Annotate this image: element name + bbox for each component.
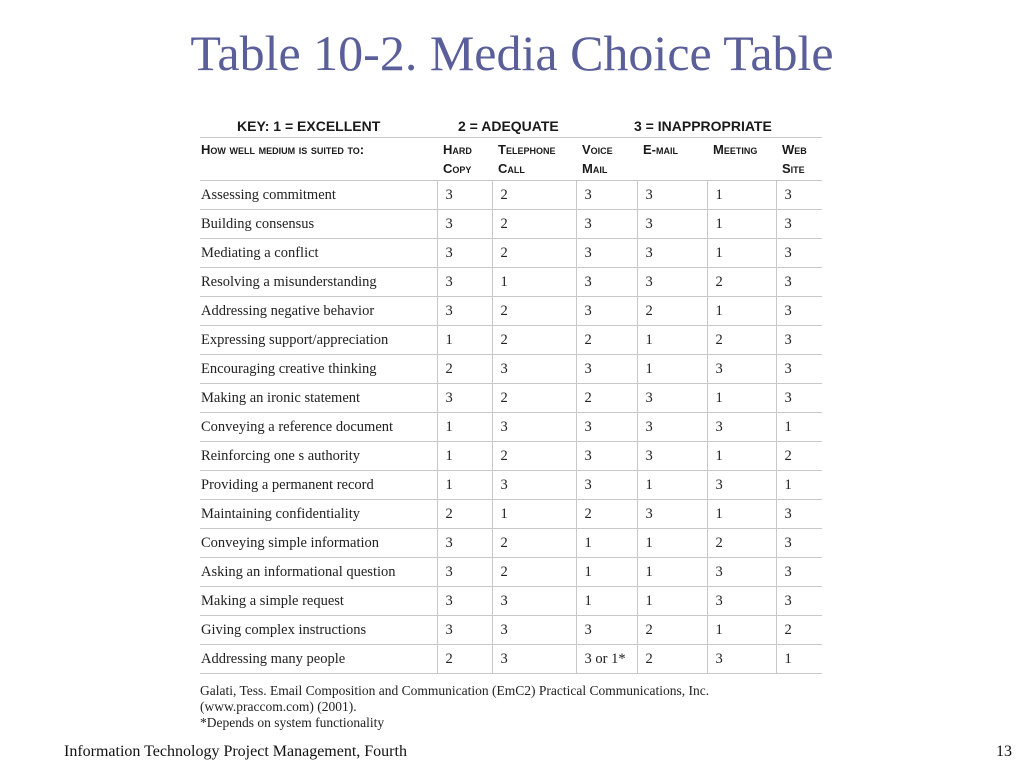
table-row	[200, 355, 822, 384]
footer-text: Information Technology Project Management, Fourth	[64, 743, 407, 760]
table-cell: 3	[576, 181, 637, 210]
table-cell: 2	[492, 326, 576, 355]
table-cell: 3	[637, 181, 707, 210]
table-cell: 2	[437, 355, 492, 384]
table-cell: 2	[576, 500, 637, 529]
table-cell: 3	[576, 413, 637, 442]
table-cell: 2	[637, 616, 707, 645]
key-inappropriate: 3 = INAPPROPRIATE	[634, 118, 772, 134]
table-cell: 3	[776, 268, 822, 297]
header-line1: Hard	[443, 142, 472, 157]
table-cell: 3	[437, 268, 492, 297]
table-key	[200, 117, 822, 138]
table-cell: 3	[707, 471, 776, 500]
table-cell: 3	[437, 384, 492, 413]
table-cell: 1	[637, 355, 707, 384]
table-cell: 3	[707, 645, 776, 674]
table-cell: 3	[637, 500, 707, 529]
table-cell: 1	[637, 326, 707, 355]
table-cell: 3	[576, 210, 637, 239]
table-cell: 3	[637, 210, 707, 239]
row-label: Making a simple request	[200, 587, 437, 616]
table-cell: 2	[492, 558, 576, 587]
table-cell: 3 or 1*	[576, 645, 637, 674]
table-cell: 3	[637, 413, 707, 442]
table-cell: 1	[492, 500, 576, 529]
table-cell: 3	[492, 355, 576, 384]
table-cell: 1	[776, 471, 822, 500]
source-footnote: *Depends on system functionality	[200, 715, 385, 730]
table-cell: 3	[437, 587, 492, 616]
table-cell: 1	[707, 616, 776, 645]
table-cell: 2	[437, 500, 492, 529]
table-cell: 1	[437, 471, 492, 500]
table-cell: 3	[576, 297, 637, 326]
table-cell: 3	[637, 239, 707, 268]
media-choice-figure	[200, 117, 822, 731]
table-cell: 2	[707, 529, 776, 558]
table-cell: 1	[707, 181, 776, 210]
table-cell: 3	[776, 587, 822, 616]
table-cell: 3	[492, 413, 576, 442]
table-row	[200, 471, 822, 500]
table-cell: 3	[492, 471, 576, 500]
table-cell: 3	[776, 181, 822, 210]
row-label: Building consensus	[200, 210, 437, 239]
table-cell: 1	[707, 500, 776, 529]
table-cell: 1	[437, 326, 492, 355]
header-line1: Voice	[582, 142, 613, 157]
row-label: Asking an informational question	[200, 558, 437, 587]
table-cell: 3	[776, 558, 822, 587]
table-cell: 2	[492, 384, 576, 413]
table-cell: 3	[576, 442, 637, 471]
table-cell: 3	[776, 384, 822, 413]
table-cell: 1	[776, 645, 822, 674]
row-label: Giving complex instructions	[200, 616, 437, 645]
table-cell: 2	[707, 326, 776, 355]
table-cell: 3	[437, 529, 492, 558]
table-cell: 3	[437, 558, 492, 587]
table-cell: 1	[576, 587, 637, 616]
row-label: Expressing support/appreciation	[200, 326, 437, 355]
table-cell: 3	[576, 471, 637, 500]
source-line-2: (www.praccom.com) (2001).	[200, 699, 357, 714]
table-cell: 3	[492, 616, 576, 645]
table-row	[200, 239, 822, 268]
table-cell: 1	[492, 268, 576, 297]
header-row-label-text: How well medium is suited to:	[201, 142, 365, 157]
table-cell: 3	[437, 239, 492, 268]
table-cell: 2	[637, 297, 707, 326]
header-line2: Mail	[582, 161, 608, 176]
header-row-label	[200, 138, 437, 181]
row-label: Assessing commitment	[200, 181, 437, 210]
table-cell: 2	[637, 645, 707, 674]
table-cell: 1	[437, 442, 492, 471]
table-cell: 3	[492, 645, 576, 674]
row-label: Encouraging creative thinking	[200, 355, 437, 384]
table-cell: 3	[776, 297, 822, 326]
row-label: Maintaining confidentiality	[200, 500, 437, 529]
table-row	[200, 413, 822, 442]
key-excellent: KEY: 1 = EXCELLENT	[237, 118, 381, 134]
table-body	[200, 181, 822, 674]
table-cell: 1	[637, 471, 707, 500]
header-line1: Web	[782, 142, 807, 157]
table-cell: 3	[576, 239, 637, 268]
table-cell: 3	[776, 239, 822, 268]
table-cell: 3	[576, 355, 637, 384]
header-line1: Meeting	[713, 142, 758, 157]
table-cell: 2	[492, 210, 576, 239]
row-label: Providing a permanent record	[200, 471, 437, 500]
table-cell: 1	[707, 297, 776, 326]
table-cell: 3	[776, 210, 822, 239]
table-row	[200, 384, 822, 413]
table-row	[200, 268, 822, 297]
table-row	[200, 529, 822, 558]
table-cell: 2	[576, 384, 637, 413]
row-label: Mediating a conflict	[200, 239, 437, 268]
table-cell: 3	[707, 587, 776, 616]
table-cell: 2	[776, 442, 822, 471]
table-cell: 3	[707, 558, 776, 587]
table-cell: 3	[776, 500, 822, 529]
table-cell: 3	[576, 268, 637, 297]
key-adequate: 2 = ADEQUATE	[458, 118, 559, 134]
table-row	[200, 645, 822, 674]
source-line-1: Galati, Tess. Email Composition and Communication (EmC2) Practical Communications, Inc.	[200, 683, 710, 698]
table-row	[200, 210, 822, 239]
page-number: 13	[996, 743, 1012, 760]
table-cell: 2	[492, 529, 576, 558]
table-cell: 2	[437, 645, 492, 674]
table-cell: 3	[776, 326, 822, 355]
table-cell: 1	[707, 210, 776, 239]
table-cell: 3	[637, 384, 707, 413]
header-line1: Telephone	[498, 142, 556, 157]
table-cell: 3	[437, 616, 492, 645]
header-telephone-call	[492, 138, 576, 181]
table-cell: 2	[492, 181, 576, 210]
table-row	[200, 500, 822, 529]
table-cell: 3	[776, 355, 822, 384]
row-label: Addressing many people	[200, 645, 437, 674]
table-cell: 3	[437, 210, 492, 239]
header-web-site	[776, 138, 822, 181]
row-label: Conveying a reference document	[200, 413, 437, 442]
table-cell: 2	[707, 268, 776, 297]
row-label: Reinforcing one s authority	[200, 442, 437, 471]
table-row	[200, 297, 822, 326]
slide-title: Table 10-2. Media Choice Table	[190, 25, 834, 81]
table-cell: 3	[637, 268, 707, 297]
table-cell: 2	[776, 616, 822, 645]
row-label: Making an ironic statement	[200, 384, 437, 413]
table-cell: 1	[707, 442, 776, 471]
table-cell: 1	[576, 529, 637, 558]
table-row	[200, 326, 822, 355]
header-line2: Copy	[443, 161, 472, 176]
table-cell: 2	[492, 239, 576, 268]
table-cell: 3	[437, 181, 492, 210]
table-row	[200, 442, 822, 471]
header-line2: Call	[498, 161, 525, 176]
table-cell: 1	[576, 558, 637, 587]
table-cell: 2	[576, 326, 637, 355]
header-meeting	[707, 138, 776, 181]
header-line1: E-mail	[643, 142, 678, 157]
table-cell: 3	[776, 529, 822, 558]
table-cell: 1	[637, 587, 707, 616]
header-voice-mail	[576, 138, 637, 181]
header-hard-copy	[437, 138, 492, 181]
table-row	[200, 558, 822, 587]
table-cell: 2	[492, 297, 576, 326]
header-line2: Site	[782, 161, 805, 176]
table-row	[200, 181, 822, 210]
table-cell: 3	[492, 587, 576, 616]
table-cell: 1	[776, 413, 822, 442]
table-cell: 3	[637, 442, 707, 471]
table-row	[200, 587, 822, 616]
table-cell: 3	[576, 616, 637, 645]
row-label: Conveying simple information	[200, 529, 437, 558]
header-email	[637, 138, 707, 181]
row-label: Addressing negative behavior	[200, 297, 437, 326]
media-choice-table	[200, 138, 822, 674]
table-cell: 1	[437, 413, 492, 442]
row-label: Resolving a misunderstanding	[200, 268, 437, 297]
table-cell: 1	[707, 384, 776, 413]
source-citation	[200, 683, 822, 731]
table-cell: 1	[707, 239, 776, 268]
table-cell: 3	[707, 413, 776, 442]
table-cell: 1	[637, 558, 707, 587]
table-cell: 3	[437, 297, 492, 326]
table-header-row	[200, 138, 822, 181]
table-row	[200, 616, 822, 645]
table-cell: 1	[637, 529, 707, 558]
table-cell: 3	[707, 355, 776, 384]
table-cell: 2	[492, 442, 576, 471]
